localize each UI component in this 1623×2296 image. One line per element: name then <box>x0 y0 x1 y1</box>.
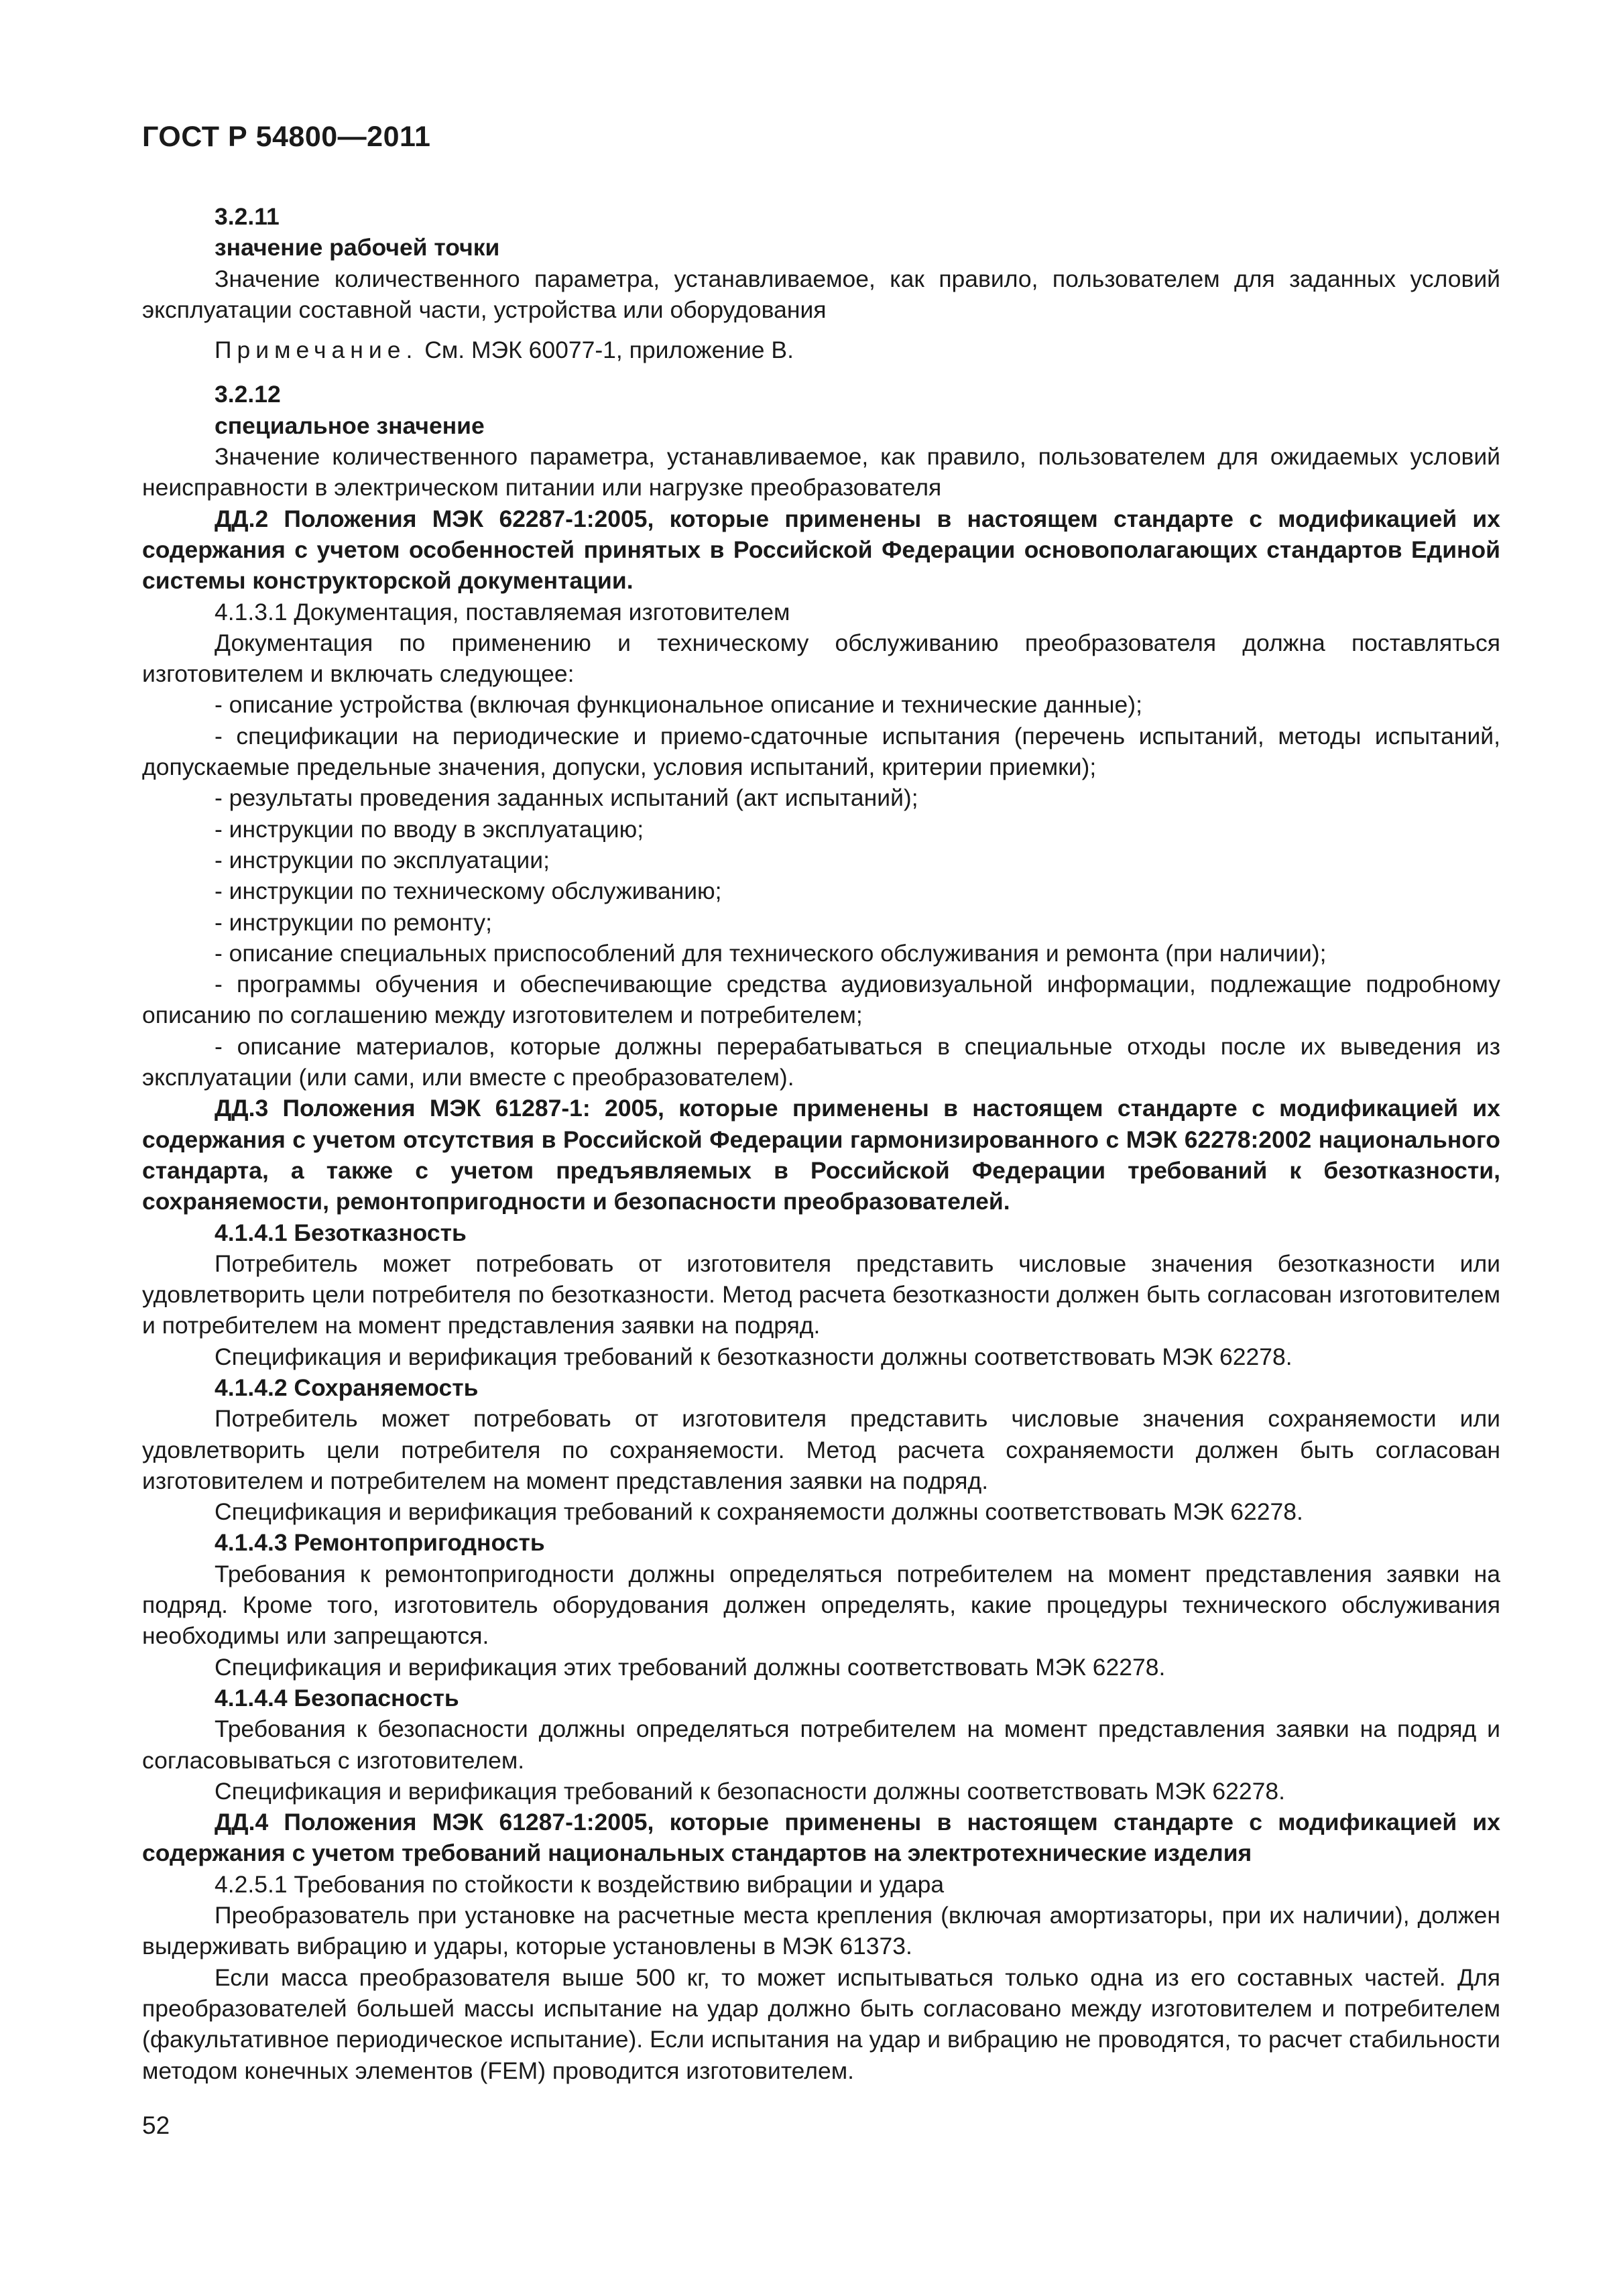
bold-paragraph: ДД.2 Положения МЭК 62287-1:2005, которые применены в настоящем стандарте с модификацией их содержания с учетом особенностей принятых в Российской Федерации основополагающих стандартов Единой системы конструкторской документации. <box>142 505 1500 595</box>
paragraph: - инструкции по эксплуатации; <box>215 846 550 873</box>
paragraph: Потребитель может потребовать от изготовителя представить числовые значения сохраняемости или удовлетворить цели потребителя по сохраняемости. Метод расчета сохраняемости должен быть согласован изготовителем и потребителем на момент представления заявки на подряд. <box>142 1405 1500 1494</box>
bold-paragraph: значение рабочей точки <box>215 234 500 261</box>
bold-paragraph: 4.1.4.4 Безопасность <box>215 1684 459 1711</box>
paragraph: Если масса преобразователя выше 500 кг, то может испытываться только одна из его составных частей. Для преобразователей большей массы испытание на удар должно быть согласовано между изготовителем и потребителем (факультативное периодическое испытание). Если испытания на удар и вибрацию не проводятся, то расчет стабильности методом конечных элементов (FEM) проводится изготовителем. <box>142 1963 1500 2084</box>
paragraph: Требования к ремонтопригодности должны определяться потребителем на момент представления заявки на подряд. Кроме того, изготовитель оборудования должен определять, какие процедуры технического обслуживания необходимы или запрещаются. <box>142 1560 1500 1650</box>
paragraph: Потребитель может потребовать от изготовителя представить числовые значения безотказности или удовлетворить цели потребителя по безотказности. Метод расчета безотказности должен быть согласован изготовителем и потребителем на момент представления заявки на подряд. <box>142 1250 1500 1339</box>
paragraph: 4.2.5.1 Требования по стойкости к воздействию вибрации и удара <box>215 1870 945 1898</box>
paragraph: Требования к безопасности должны определяться потребителем на момент представления заявки на подряд и согласовываться с изготовителем. <box>142 1715 1500 1774</box>
note-text: См. МЭК 60077-1, приложение В. <box>418 337 794 364</box>
bold-paragraph: ДД.3 Положения МЭК 61287-1: 2005, которые применены в настоящем стандарте с модификацией их содержания с учетом отсутствия в Российской Федерации гармонизированного с МЭК 62278:2002 национального стандарта, а также с учетом предъявляемых в Российской Федерации требований к безотказности, сохраняемости, ремонтопригодности и безопасности преобразователей. <box>142 1095 1500 1215</box>
bold-paragraph: 4.1.4.3 Ремонтопригодность <box>215 1529 545 1557</box>
bold-paragraph: 4.1.4.1 Безотказность <box>215 1219 467 1246</box>
bold-paragraph: 3.2.12 <box>215 381 281 408</box>
paragraph: - спецификации на периодические и приемо-сдаточные испытания (перечень испытаний, методы испытаний, допускаемые предельные значения, допуски, условия испытаний, критерии приемки); <box>142 722 1500 781</box>
paragraph: - описание специальных приспособлений для технического обслуживания и ремонта (при наличии); <box>215 939 1327 967</box>
bold-paragraph: специальное значение <box>215 412 485 439</box>
paragraph: Преобразователь при установке на расчетные места крепления (включая амортизаторы, при их наличии), должен выдерживать вибрацию и удары, которые установлены в МЭК 61373. <box>142 1902 1500 1960</box>
paragraph: Спецификация и верификация требований к безопасности должны соответствовать МЭК 62278. <box>215 1777 1285 1805</box>
note-paragraph <box>142 335 1500 365</box>
paragraph: Значение количественного параметра, устанавливаемое, как правило, пользователем для заданных условий эксплуатации составной части, устройства или оборудования <box>142 265 1500 323</box>
paragraph: - инструкции по вводу в эксплуатацию; <box>215 815 644 843</box>
paragraph: - описание материалов, которые должны перерабатываться в специальные отходы после их выведения из эксплуатации (или сами, или вместе с преобразователем). <box>142 1032 1500 1091</box>
note-label: Примечание. <box>215 337 418 364</box>
paragraph: 4.1.3.1 Документация, поставляемая изготовителем <box>215 598 790 625</box>
paragraph: - описание устройства (включая функциональное описание и технические данные); <box>215 691 1142 719</box>
bold-paragraph: 4.1.4.2 Сохраняемость <box>215 1374 479 1401</box>
bold-paragraph: 3.2.11 <box>215 203 280 230</box>
paragraph: - инструкции по ремонту; <box>215 908 492 936</box>
paragraph: Спецификация и верификация этих требований должны соответствовать МЭК 62278. <box>215 1653 1166 1681</box>
paragraph: Значение количественного параметра, устанавливаемое, как правило, пользователем для ожидаемых условий неисправности в электрическом питании или нагрузке преобразователя <box>142 443 1500 501</box>
paragraph: - программы обучения и обеспечивающие средства аудиовизуальной информации, подлежащие подробному описанию по соглашению между изготовителем и потребителем; <box>142 971 1500 1029</box>
document-body <box>142 201 1500 2086</box>
paragraph: Спецификация и верификация требований к сохраняемости должны соответствовать МЭК 62278. <box>215 1498 1303 1526</box>
bold-paragraph: ДД.4 Положения МЭК 61287-1:2005, которые применены в настоящем стандарте с модификацией их содержания с учетом требований национальных стандартов на электротехнические изделия <box>142 1809 1500 1867</box>
paragraph: - результаты проведения заданных испытаний (акт испытаний); <box>215 784 918 812</box>
paragraph: Спецификация и верификация требований к безотказности должны соответствовать МЭК 62278. <box>215 1343 1293 1370</box>
page-header-title: ГОСТ Р 54800—2011 <box>142 121 431 153</box>
page-number: 52 <box>142 2112 170 2139</box>
paragraph: Документация по применению и техническому обслуживанию преобразователя должна поставляться изготовителем и включать следующее: <box>142 629 1500 688</box>
paragraph: - инструкции по техническому обслуживанию; <box>215 878 722 905</box>
